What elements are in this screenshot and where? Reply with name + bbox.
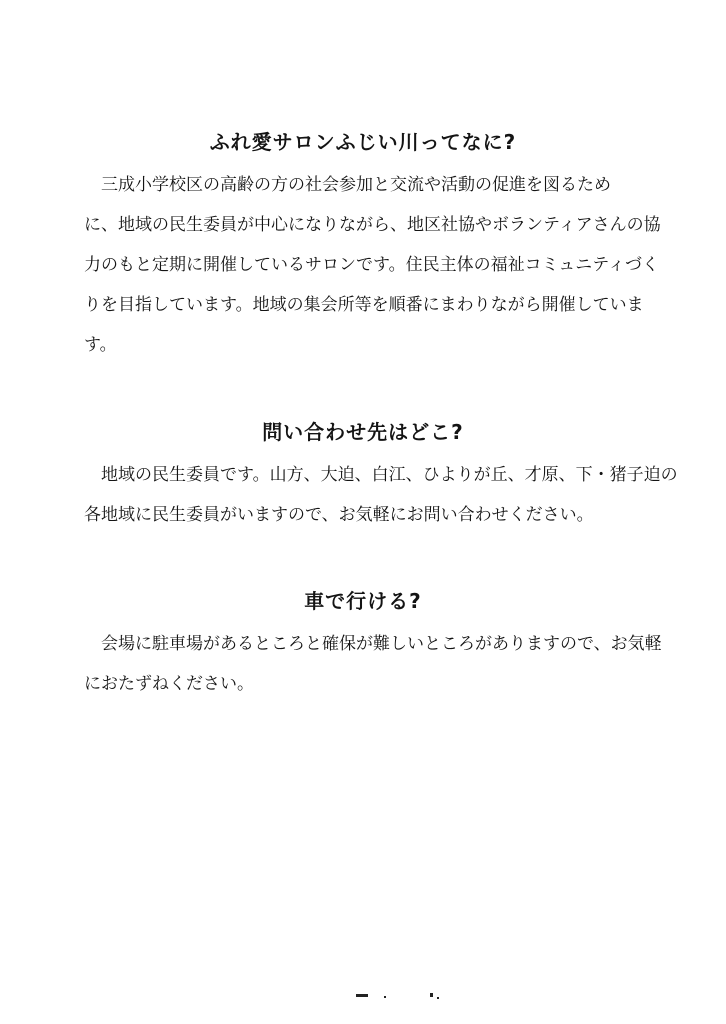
body-line: 会場に駐車場があるところと確保が難しいところがありますので、お気軽: [84, 634, 662, 654]
scan-speck: [430, 993, 433, 997]
body-line: 三成小学校区の高齢の方の社会参加と交流や活動の促進を図るため: [84, 175, 611, 195]
body-line: におたずねください。: [84, 674, 254, 694]
section-title-contact: 問い合わせ先はどこ?: [262, 420, 464, 444]
scan-speck: [384, 996, 386, 998]
body-line: す。: [84, 335, 117, 355]
body-line: 地域の民生委員です。山方、大迫、白江、ひよりが丘、才原、下・猪子迫の: [84, 465, 678, 485]
body-line: に、地域の民生委員が中心になりながら、地区社協やボランティアさんの協: [84, 215, 661, 235]
body-line: 各地域に民生委員がいますので、お気軽にお問い合わせください。: [84, 505, 594, 525]
section-body-by-car: [84, 624, 674, 704]
section-title-by-car: 車で行ける?: [304, 589, 422, 613]
section-body-contact: [84, 455, 678, 535]
section-title-what-is-salon: ふれ愛サロンふじい川ってなに?: [209, 130, 517, 154]
section-body-what-is-salon: [84, 165, 674, 365]
body-line: 力のもと定期に開催しているサロンです。住民主体の福祉コミュニティづく: [84, 255, 659, 275]
body-line: りを目指しています。地域の集会所等を順番にまわりながら開催していま: [84, 295, 644, 315]
scan-speck: [356, 994, 368, 997]
scan-speck: [437, 997, 439, 999]
